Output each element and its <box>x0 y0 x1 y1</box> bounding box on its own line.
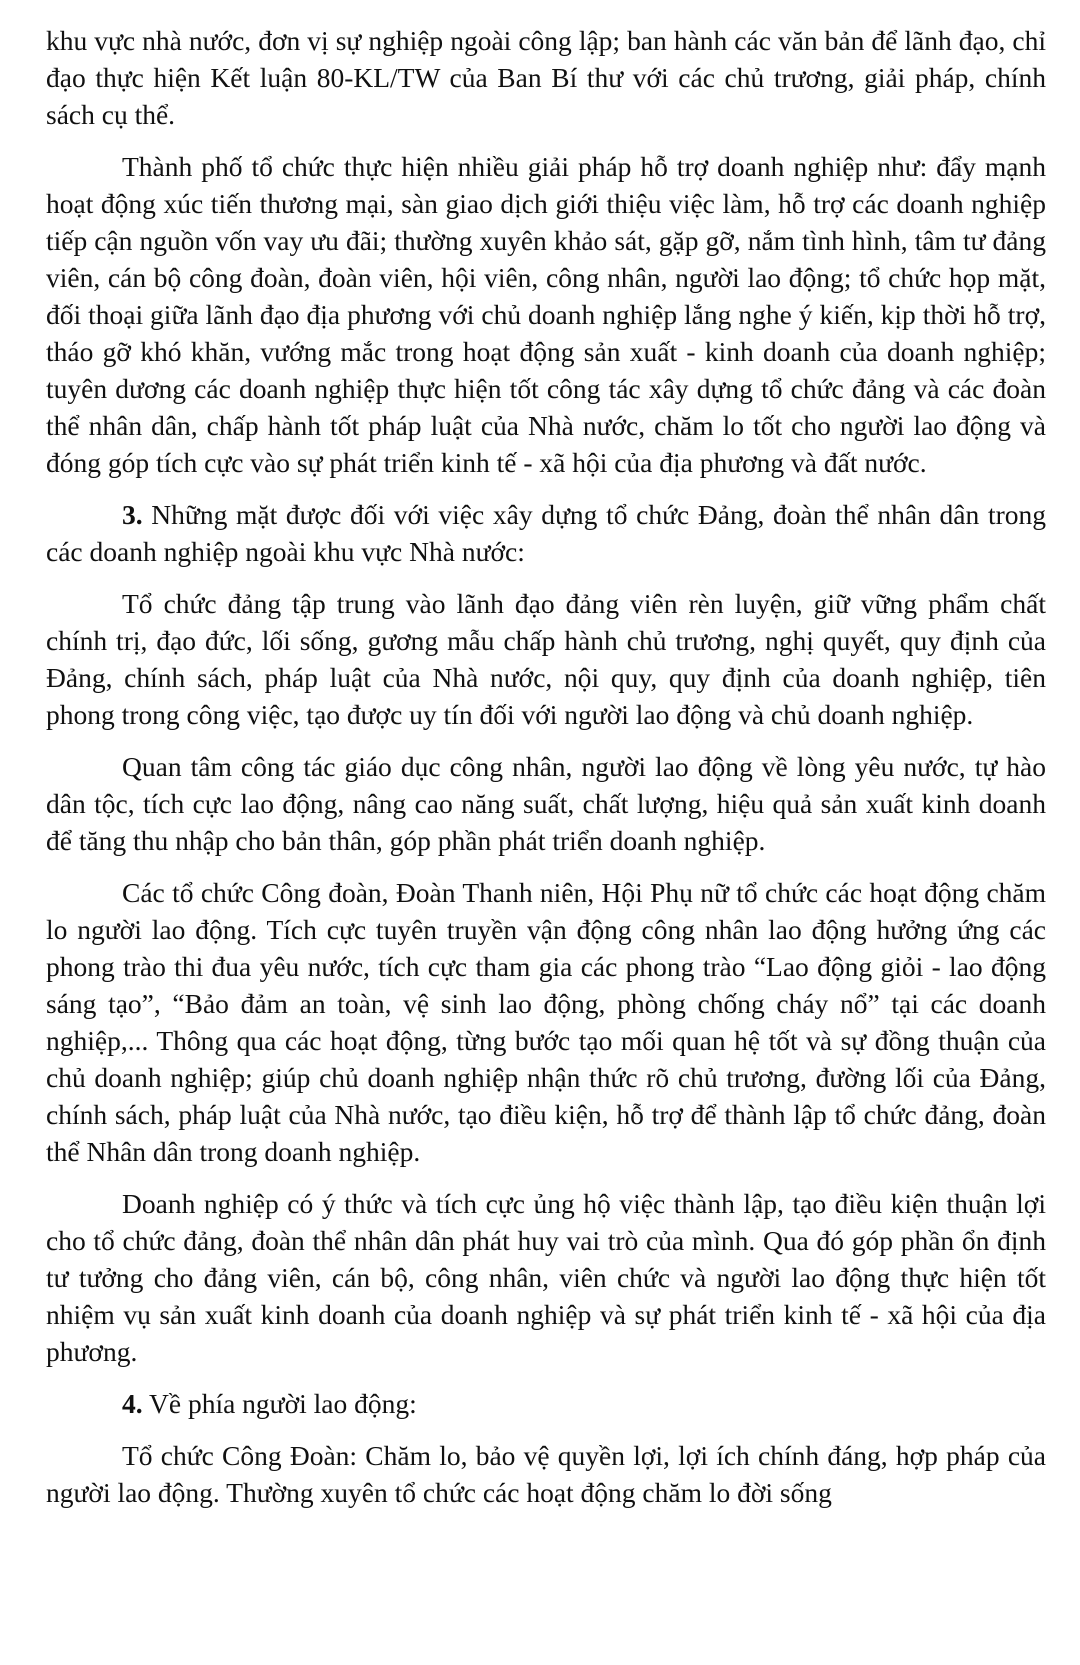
section-heading-3-text: Những mặt được đối với việc xây dựng tổ chức Đảng, đoàn thể nhân dân trong các doanh nghiệp ngoài khu vực Nhà nước: <box>46 499 1046 567</box>
paragraph-unions-activities: Các tổ chức Công đoàn, Đoàn Thanh niên, Hội Phụ nữ tổ chức các hoạt động chăm lo người lao động. Tích cực tuyên truyền vận động công nhân lao động hưởng ứng các phong trào thi đua yêu nước, tích cực tham gia các phong trào “Lao động giỏi - lao động sáng tạo”, “Bảo đảm an toàn, vệ sinh lao động, phòng chống cháy nổ” tại các doanh nghiệp,... Thông qua các hoạt động, từng bước tạo mối quan hệ tốt và sự đồng thuận của chủ doanh nghiệp; giúp chủ doanh nghiệp nhận thức rõ chủ trương, đường lối của Đảng, chính sách, pháp luật của Nhà nước, tạo điều kiện, hỗ trợ để thành lập tổ chức đảng, đoàn thể Nhân dân trong doanh nghiệp. <box>46 877 1046 1167</box>
section-heading-3 <box>46 496 1046 570</box>
paragraph-party-organization: Tổ chức đảng tập trung vào lãnh đạo đảng viên rèn luyện, giữ vững phẩm chất chính trị, đạo đức, lối sống, gương mẫu chấp hành chủ trương, nghị quyết, quy định của Đảng, chính sách, pháp luật của Nhà nước, nội quy, quy định của doanh nghiệp, tiên phong trong công việc, tạo được uy tín đối với người lao động và chủ doanh nghiệp. <box>46 588 1046 730</box>
document-page <box>46 22 1046 1526</box>
paragraph-continuation: khu vực nhà nước, đơn vị sự nghiệp ngoài công lập; ban hành các văn bản để lãnh đạo, chỉ đạo thực hiện Kết luận 80-KL/TW của Ban Bí thư với các chủ trương, giải pháp, chính sách cụ thể. <box>46 25 1046 130</box>
section-number-3: 3. <box>122 499 143 530</box>
section-heading-4-text: Về phía người lao động: <box>142 1388 417 1419</box>
paragraph-enterprise-support: Doanh nghiệp có ý thức và tích cực ủng hộ việc thành lập, tạo điều kiện thuận lợi cho tổ chức đảng, đoàn thể nhân dân phát huy vai trò của mình. Qua đó góp phần ổn định tư tưởng cho đảng viên, cán bộ, công nhân, viên chức và người lao động thực hiện tốt nhiệm vụ sản xuất kinh doanh của doanh nghiệp và sự phát triển kinh tế - xã hội của địa phương. <box>46 1188 1046 1367</box>
section-number-4: 4. <box>122 1388 143 1419</box>
paragraph-city-support-measures: Thành phố tổ chức thực hiện nhiều giải pháp hỗ trợ doanh nghiệp như: đẩy mạnh hoạt động xúc tiến thương mại, sàn giao dịch giới thiệu việc làm, hỗ trợ các doanh nghiệp tiếp cận nguồn vốn vay ưu đãi; thường xuyên khảo sát, gặp gỡ, nắm tình hình, tâm tư đảng viên, cán bộ công đoàn, đoàn viên, hội viên, công nhân, người lao động; tổ chức họp mặt, đối thoại giữa lãnh đạo địa phương với chủ doanh nghiệp lắng nghe ý kiến, kịp thời hỗ trợ, tháo gỡ khó khăn, vướng mắc trong hoạt động sản xuất - kinh doanh của doanh nghiệp; tuyên dương các doanh nghiệp thực hiện tốt công tác xây dựng tổ chức đảng và các đoàn thể nhân dân, chấp hành tốt pháp luật của Nhà nước, chăm lo tốt cho người lao động và đóng góp tích cực vào sự phát triển kinh tế - xã hội của địa phương và đất nước. <box>46 151 1046 478</box>
section-heading-4 <box>46 1385 1046 1422</box>
paragraph-trade-union: Tổ chức Công Đoàn: Chăm lo, bảo vệ quyền lợi, lợi ích chính đáng, hợp pháp của người lao động. Thường xuyên tổ chức các hoạt động chăm lo đời sống <box>46 1440 1046 1508</box>
paragraph-worker-education: Quan tâm công tác giáo dục công nhân, người lao động về lòng yêu nước, tự hào dân tộc, tích cực lao động, nâng cao năng suất, chất lượng, hiệu quả sản xuất kinh doanh để tăng thu nhập cho bản thân, góp phần phát triển doanh nghiệp. <box>46 751 1046 856</box>
